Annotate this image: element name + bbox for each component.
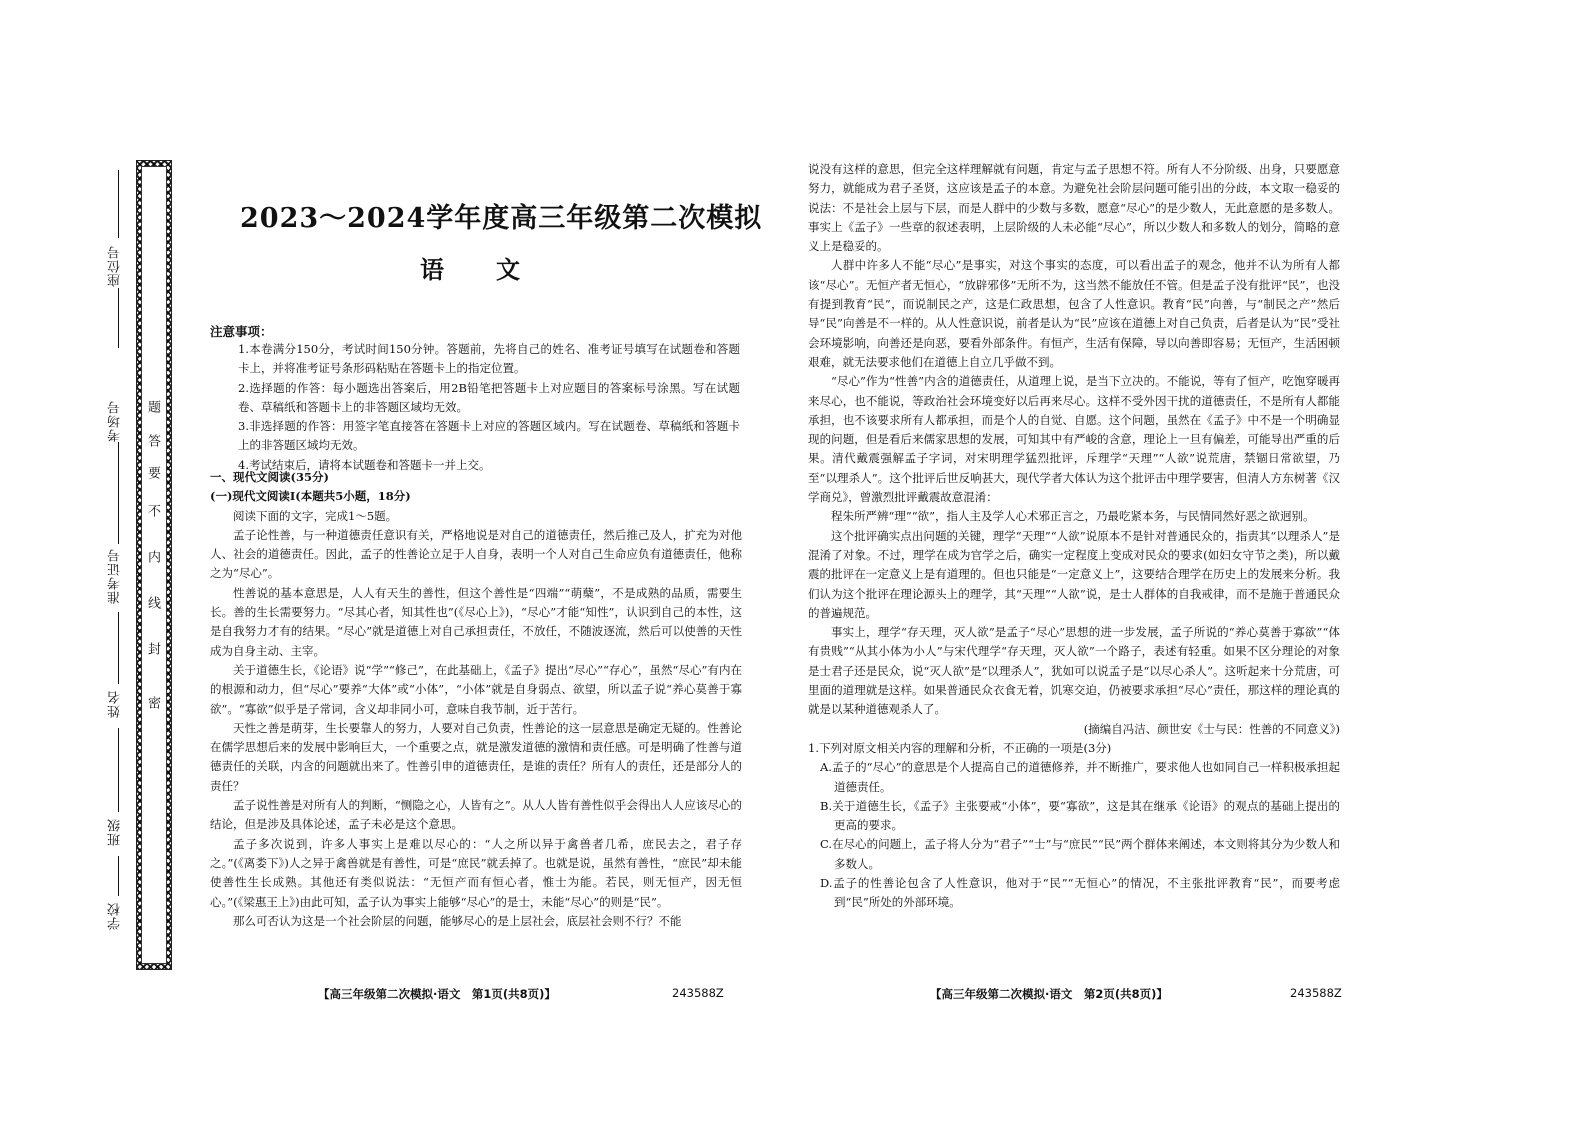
paragraph: 事实上，理学“存天理，灭人欲”是孟子“尽心”思想的进一步发展，孟子所说的“养心莫善于寡欲”“体有贵贱”“从其小体为小人”与宋代理学“存天理，灭人欲”一个路子，表述有轻重。如果不区分理论的对象是士君子还是民众，说“灭人欲”是“以理杀人”，犹如可以说孟子是“以尽心杀人”。这听起来十分荒唐，可里面的道理就是这样。如果普通民众衣食无着，饥寒交迫，仍被要求承担“尽心”责任，那这样的理论真的就是以某种道德观杀人了。: [808, 625, 1340, 717]
seal-text-4: 内: [145, 550, 160, 563]
section-title: 一、现代文阅读(35分): [210, 470, 329, 484]
note-item: 1.本卷满分150分，考试时间150分钟。答题前，先将自己的姓名、准考证号填写在试题卷和答题卡上，并将准考证号条形码粘贴在答题卡上的指定位置。: [238, 342, 740, 376]
paragraph: 天性之善是萌芽，生长要靠人的努力，人要对自己负责，性善论的这一层意思是确定无疑的。性善论在儒学思想后来的发展中影响巨大，一个重要之点，就是激发道德的激情和责任感。可是明确了性善与道德责任的关联，内含的问题就出来了。性善引申的道德责任，是谁的责任？所有人的责任，还是部分人的责任？: [210, 720, 742, 793]
note-item: 3.非选择题的作答：用签字笔直接答在答题卡上对应的答题区域内。写在试题卷、草稿纸和答题卡上的非答题区域均无效。: [238, 419, 740, 453]
subsection-title: (一)现代文阅读Ⅰ(本题共5小题，18分): [210, 489, 411, 504]
seal-text-3: 线: [145, 596, 160, 609]
name-label: 姓名: [108, 690, 123, 718]
note-item: 4.考试结束后，请将本试题卷和答题卡一并上交。: [238, 457, 491, 472]
paragraph: 这个批评确实点出问题的关键，理学“天理”“人欲”说原本不是针对普通民众的，指责其“以理杀人”是混淆了对象。不过，理学在成为官学之后，确实一定程度上变成对民众的要求(如妇女守节之类)，所以戴震的批评在一定意义上是有道理的。但也只能是“一定意义上”，这要结合理学在历史上的发展来分析。我们认为这个批评在理论源头上的理学，其“天理”“人欲”说，是士人群体的自我戒律，而不是施于普通民众的普遍规范。: [808, 528, 1340, 620]
seal-text-8: 题: [145, 400, 160, 413]
footer-left: 【高三年级第二次模拟·语文 第1页(共8页)】: [318, 987, 556, 1001]
question-1: 1.下列对原文相关内容的理解和分析，不正确的一项是(3分): [808, 740, 1112, 755]
option-b[interactable]: B.关于道德生长，《孟子》主张要戒“小体”，要“寡欲”，这是其在继承《论语》的观点的基础上提出的更高的要求。: [820, 798, 1340, 833]
class-label: 班级: [108, 818, 123, 846]
exam-room-line[interactable]: [118, 442, 119, 544]
paragraph: 孟子论性善，与一种道德责任意识有关，严格地说是对自己的道德责任，然后推己及人，扩充为对他人、社会的道德责任。因此，孟子的性善论立足于人自身，表明一个人对自己生命应负有道德责任，他称之为“尽心”。: [210, 527, 742, 581]
quote-paragraph: 程朱所严辨“理”“欲”，指人主及学人心术邪正言之，乃最吃紧本务，与民情同然好恶之欲迥别。: [831, 509, 1315, 524]
name-line[interactable]: [118, 728, 119, 812]
paragraph: “尽心”作为“性善”内含的道德责任，从道理上说，是当下立决的。不能说，等有了恒产，吃饱穿暖再来尽心，也不能说，等政治社会环境变好以后再来尽心。这样不受外因干扰的道德责任，不是所有人都能承担，也不该要求所有人都承担，而是个人的自觉、自愿。这个问题，虽然在《孟子》中不是一个明确显现的问题，但是看后来儒家思想的发展，可知其中有严峻的含意，理论上一旦有偏差，可能导出严重的后果。清代戴震强解孟子字词，对宋明理学猛烈批评，斥理学“天理”“人欲”说荒唐，禁锢日常欲望，乃至“以理杀人”。这个批评后世反响甚大，现代学者大体认为这个批评击中理学要害，但清人方东树著《汉学商兑》，曾激烈批评戴震故意混淆：: [808, 374, 1340, 505]
reading-section: [210, 468, 742, 931]
footer-right: 【高三年级第二次模拟·语文 第2页(共8页)】: [930, 987, 1168, 1001]
seat-number-line[interactable]: [118, 170, 119, 238]
right-column: [808, 160, 1340, 913]
option-a[interactable]: A.孟子的“尽心”的意思是个人提高自己的道德修养，并不断推广，要求他人也如同自己一样积极承担起道德责任。: [820, 760, 1340, 794]
ticket-number-label: 准考证号: [108, 548, 123, 604]
notes-list: [238, 340, 740, 475]
seal-text-7: 答: [145, 434, 160, 447]
seal-text-1: 密: [145, 696, 160, 709]
paragraph: 人群中许多人不能“尽心”是事实，对这个事实的态度，可以看出孟子的观念，他并不认为所有人都该“尽心”。无恒产者无恒心，“放辟邪侈”无所不为，这当然不能放任不管。但是孟子没有批评“民”，也没有提到教育“民”，而说制民之产，这是仁政思想，包含了人性意识。教育“民”向善，与“制民之产”然后导“民”向善是不一样的。从人性意识说，前者是认为“民”应该在道德上对自己负责，后者是认为“民”受社会环境影响，向善还是向恶，要看外部条件。有恒产，生活有保障，导以向善即容易；无恒产，生活困顿艰难，就无法要求他们在道德上自立几乎做不到。: [808, 258, 1340, 369]
paragraph: 关于道德生长，《论语》说“学”“修己”，在此基础上，《孟子》提出“尽心”“存心”，虽然“尽心”有内在的根源和动力，但“尽心”要养“大体”或“小体”，“小体”就是自身弱点、欲望，所以孟子说“养心莫善于寡欲”。“寡欲”似乎是子常词，含义却非同小可，意味自我节制，近于苦行。: [210, 662, 742, 716]
ticket-number-line[interactable]: [118, 612, 119, 684]
paragraph: 说没有这样的意思，但完全这样理解就有问题，肯定与孟子思想不符。所有人不分阶级、出身，只要愿意努力，就能成为君子圣贤，这应该是孟子的本意。为避免社会阶层问题可能引出的分歧，本文取一稳妥的说法：不是社会上层与下层，而是人群中的少数与多数，愿意“尽心”的是少数人，无此意愿的是多数人。事实上《孟子》一些章的叙述表明，上层阶级的人未必能“尽心”，所以少数人和多数人的划分，简略的意义上是稳妥的。: [808, 162, 1340, 254]
page-code-left: 243588Z: [672, 986, 724, 1000]
subject-title: 语文: [420, 255, 572, 284]
instruction: 阅读下面的文字，完成1～5题。: [233, 508, 398, 523]
class-line[interactable]: [118, 856, 119, 896]
seal-text-6: 要: [145, 466, 160, 479]
option-d[interactable]: D.孟子的性善论包含了人性意识，他对于“民”“无恒心”的情况，不主张批评教育“民”，而要考虑到“民”所处的外部环境。: [820, 875, 1340, 910]
page-code-right: 243588Z: [1290, 986, 1342, 1000]
note-item: 2.选择题的作答：每小题选出答案后，用2B铅笔把答题卡上对应题目的答案标号涂黑。写在试题卷、草稿纸和答题卡上的非答题区域均无效。: [238, 380, 740, 414]
seat-number-line-2[interactable]: [118, 288, 119, 348]
seat-number-label: 座位号: [108, 245, 123, 287]
source-citation: (摘编自冯洁、颜世安《士与民：性善的不同意义》): [1083, 721, 1340, 736]
paragraph: 孟子多次说到，许多人事实上是难以尽心的：“人之所以异于禽兽者几希，庶民去之，君子存之。”(《离娄下》)人之异于禽兽就是有善性，可是“庶民”就丢掉了。也就是说，虽然有善性，“庶民”却未能使善性生长成熟。其他还有类似说法：“无恒产而有恒心者，惟士为能。若民，则无恒产，因无恒心。”(《梁惠王上》)由此可知，孟子认为事实上能够“尽心”的是士，未能“尽心”的则是“民”。: [210, 836, 742, 909]
exam-title: 2023～2024学年度高三年级第二次模拟: [240, 203, 763, 234]
option-c[interactable]: C.在尽心的问题上，孟子将人分为“君子”“士”与“庶民”“民”两个群体来阐述，本文则将其分为少数人和多数人。: [820, 837, 1340, 871]
paragraph: 孟子说性善是对所有人的判断，“恻隐之心，人皆有之”。从人人皆有善性似乎会得出人人应该尽心的结论，但是涉及具体论述，孟子未必是这个意思。: [210, 798, 742, 832]
school-label: 学校: [108, 902, 123, 930]
notes-heading: 注意事项：: [210, 324, 273, 339]
paragraph: 性善说的基本意思是，人人有天生的善性，但这个善性是“四端”“萌蘖”，不是成熟的品质，需要生长。善的生长需要努力。“尽其心者，知其性也”(《尽心上》)，“尽心”才能“知性”，认识到自己的本性，这是自我努力才有的结果。“尽心”就是道德上对自己承担责任，不放任，不随波逐流，然后可以使善的天性成为自身主动、主宰。: [210, 585, 742, 658]
exam-room-label: 考场号: [108, 400, 123, 442]
paragraph: 那么可否认为这是一个社会阶层的问题，能够尽心的是上层社会，底层社会则不行？不能: [233, 913, 682, 928]
seal-text-5: 不: [145, 504, 160, 517]
seal-text-2: 封: [145, 642, 160, 655]
